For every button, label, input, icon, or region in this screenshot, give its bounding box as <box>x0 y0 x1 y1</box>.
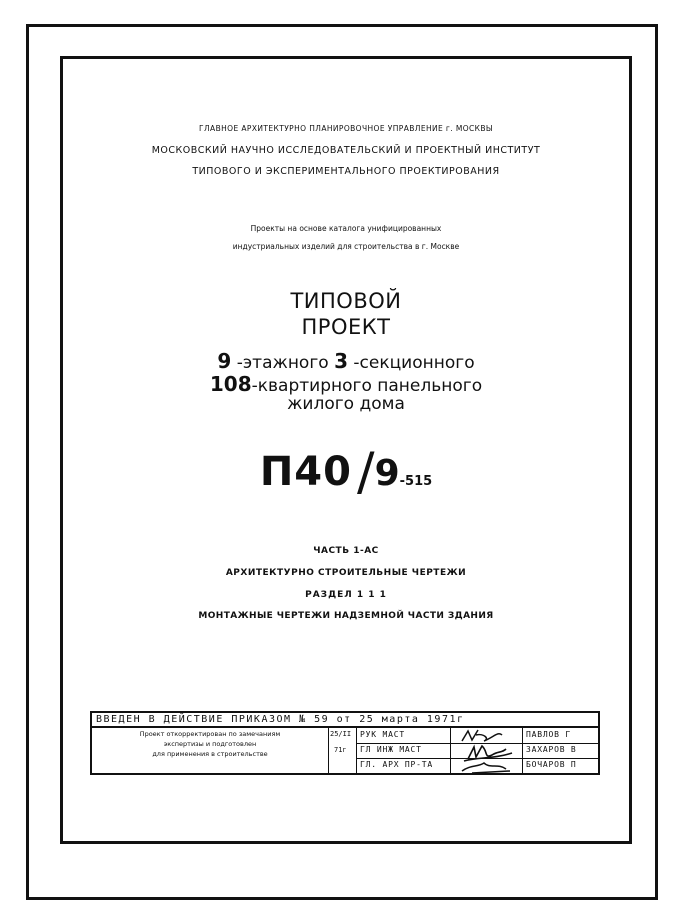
stamp-note-line-2: экспертизы и подготовлен <box>163 740 257 748</box>
sections-number: 3 <box>334 349 348 373</box>
stamp-divider <box>328 728 329 773</box>
mounting-label: МОНТАЖНЫЕ ЧЕРТЕЖИ НАДЗЕМНОЙ ЧАСТИ ЗДАНИЯ <box>198 611 494 621</box>
stamp-name-1: ПАВЛОВ Г <box>526 730 571 739</box>
stamp-name-3: БОЧАРОВ П <box>526 760 577 769</box>
signatures <box>454 727 520 775</box>
stamp-note-line-3: для применения в строительстве <box>152 750 268 758</box>
apartments-text: -квартирного панельного <box>251 376 483 396</box>
code-slash: / <box>357 442 375 502</box>
title-apartments <box>60 372 632 396</box>
stamp-role-1: РУК МАСТ <box>360 730 405 739</box>
stamp-header: ВВЕДЕН В ДЕЙСТВИЕ ПРИКАЗОМ № 59 от 25 марта 1971г <box>92 713 598 728</box>
stamp-name-2: ЗАХАРОВ В <box>526 745 577 754</box>
catalog-line-1: Проекты на основе каталога унифицированных <box>250 224 442 233</box>
org-line-2: МОСКОВСКИЙ НАУЧНО ИССЛЕДОВАТЕЛЬСКИЙ И ПРОЕКТНЫЙ ИНСТИТУТ <box>151 145 541 156</box>
stamp-note-line-1: Проект откорректирован по замечаниям <box>139 730 281 738</box>
org-line-1: ГЛАВНОЕ АРХИТЕКТУРНО ПЛАНИРОВОЧНОЕ УПРАВЛЕНИЕ г. МОСКВЫ <box>199 124 493 133</box>
part-label: ЧАСТЬ 1-АС <box>313 546 379 556</box>
stamp-date-1: 25/II <box>330 730 352 738</box>
approval-stamp <box>90 711 600 775</box>
project-code <box>60 438 632 502</box>
stamp-divider <box>356 728 357 773</box>
stamp-divider <box>522 728 523 773</box>
sections-text: -секционного <box>348 353 475 373</box>
floors-text: -этажного <box>231 353 335 373</box>
title-project: ПРОЕКТ <box>301 315 391 339</box>
drawings-label: АРХИТЕКТУРНО СТРОИТЕЛЬНЫЕ ЧЕРТЕЖИ <box>225 568 467 578</box>
stamp-role-3: ГЛ. АРХ ПР-ТА <box>360 760 434 769</box>
title-building: жилого дома <box>287 394 405 414</box>
title-floors-sections <box>60 349 632 373</box>
floors-number: 9 <box>217 349 232 373</box>
title-typical: ТИПОВОЙ <box>290 289 402 313</box>
stamp-role-2: ГЛ ИНЖ МАСТ <box>360 745 422 754</box>
org-line-3: ТИПОВОГО И ЭКСПЕРИМЕНТАЛЬНОГО ПРОЕКТИРОВАНИЯ <box>192 166 500 177</box>
code-series: П40 <box>259 449 352 495</box>
stamp-date-2: 71г <box>334 746 347 754</box>
code-number: 9 <box>374 453 400 494</box>
code-suffix: -515 <box>399 474 433 489</box>
stamp-divider <box>450 728 451 773</box>
catalog-line-2: индустриальных изделий для строительства в г. Москве <box>232 242 460 251</box>
division-label: РАЗДЕЛ 1 1 1 <box>305 590 387 600</box>
stamp-note <box>92 729 328 759</box>
apartments-number: 108 <box>209 372 252 396</box>
